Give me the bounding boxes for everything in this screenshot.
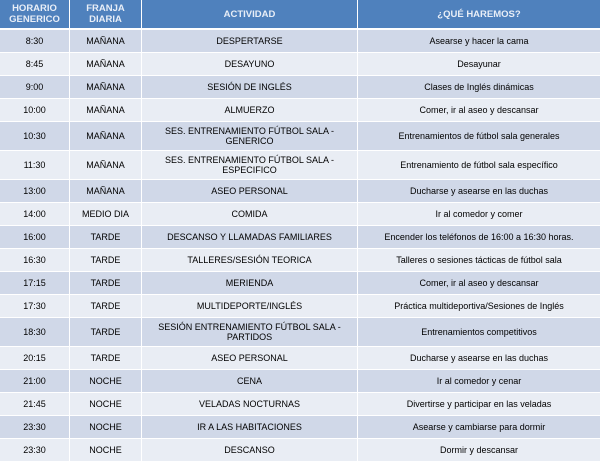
table-row [0,30,600,53]
table-row [0,76,600,99]
header-actividad: ACTIVIDAD [142,0,358,30]
table-row [0,393,600,416]
cell-actividad: ASEO PERSONAL [142,180,358,203]
table-row [0,180,600,203]
cell-time: 20:15 [0,347,70,370]
table-row [0,318,600,347]
table-row [0,370,600,393]
cell-franja: MAÑANA [70,151,142,180]
table-row [0,226,600,249]
cell-actividad: DESAYUNO [142,53,358,76]
cell-time: 13:00 [0,180,70,203]
cell-actividad: DESPERTARSE [142,30,358,53]
cell-actividad: COMIDA [142,203,358,226]
cell-actividad: DESCANSO Y LLAMADAS FAMILIARES [142,226,358,249]
cell-que: Ir al comedor y comer [358,203,600,226]
cell-que: Entrenamientos competitivos [358,318,600,347]
cell-time: 21:45 [0,393,70,416]
cell-que: Entrenamientos de fútbol sala generales [358,122,600,151]
cell-que: Dormir y descansar [358,439,600,462]
table-row [0,272,600,295]
cell-time: 16:00 [0,226,70,249]
cell-time: 16:30 [0,249,70,272]
cell-time: 23:30 [0,439,70,462]
cell-franja: MAÑANA [70,122,142,151]
cell-franja: TARDE [70,347,142,370]
cell-actividad: MULTIDEPORTE/INGLÉS [142,295,358,318]
cell-franja: TARDE [70,318,142,347]
cell-actividad: IR A LAS HABITACIONES [142,416,358,439]
cell-franja: MAÑANA [70,76,142,99]
cell-time: 23:30 [0,416,70,439]
table-header [0,0,600,30]
cell-time: 18:30 [0,318,70,347]
cell-franja: MAÑANA [70,53,142,76]
table-row [0,53,600,76]
cell-franja: NOCHE [70,393,142,416]
cell-actividad: SESIÓN DE INGLÉS [142,76,358,99]
table-row [0,249,600,272]
cell-actividad: MERIENDA [142,272,358,295]
cell-que: Divertirse y participar en las veladas [358,393,600,416]
cell-actividad: CENA [142,370,358,393]
header-franja: FRANJA DIARIA [70,0,142,30]
cell-time: 21:00 [0,370,70,393]
cell-actividad: SES. ENTRENAMIENTO FÚTBOL SALA - GENERICO [142,122,358,151]
table-row [0,99,600,122]
table-row [0,416,600,439]
cell-time: 8:45 [0,53,70,76]
table-body [0,30,600,462]
cell-que: Ir al comedor y cenar [358,370,600,393]
cell-que: Encender los teléfonos de 16:00 a 16:30 horas. [358,226,600,249]
cell-time: 11:30 [0,151,70,180]
header-horario: HORARIO GENERICO [0,0,70,30]
cell-actividad: SESIÓN ENTRENAMIENTO FÚTBOL SALA - PARTIDOS [142,318,358,347]
cell-time: 9:00 [0,76,70,99]
table-row [0,151,600,180]
cell-actividad: TALLERES/SESIÓN TEORICA [142,249,358,272]
cell-que: Práctica multideportiva/Sesiones de Inglés [358,295,600,318]
cell-actividad: VELADAS NOCTURNAS [142,393,358,416]
cell-franja: NOCHE [70,416,142,439]
cell-que: Comer, ir al aseo y descansar [358,99,600,122]
cell-que: Comer, ir al aseo y descansar [358,272,600,295]
table-row [0,203,600,226]
cell-que: Ducharse y asearse en las duchas [358,180,600,203]
table-row [0,439,600,462]
cell-actividad: DESCANSO [142,439,358,462]
cell-time: 17:15 [0,272,70,295]
cell-franja: NOCHE [70,370,142,393]
cell-franja: MEDIO DIA [70,203,142,226]
cell-franja: TARDE [70,272,142,295]
cell-time: 17:30 [0,295,70,318]
cell-que: Clases de Inglés dinámicas [358,76,600,99]
cell-franja: MAÑANA [70,30,142,53]
cell-time: 14:00 [0,203,70,226]
cell-time: 10:30 [0,122,70,151]
cell-franja: TARDE [70,295,142,318]
cell-actividad: ASEO PERSONAL [142,347,358,370]
cell-actividad: ALMUERZO [142,99,358,122]
cell-franja: TARDE [70,249,142,272]
cell-franja: MAÑANA [70,180,142,203]
cell-franja: MAÑANA [70,99,142,122]
cell-que: Asearse y hacer la cama [358,30,600,53]
cell-franja: TARDE [70,226,142,249]
cell-que: Asearse y cambiarse para dormir [358,416,600,439]
cell-time: 8:30 [0,30,70,53]
header-que-haremos: ¿QUÉ HAREMOS? [358,0,600,30]
table-row [0,295,600,318]
cell-que: Talleres o sesiones tácticas de fútbol sala [358,249,600,272]
cell-time: 10:00 [0,99,70,122]
cell-que: Ducharse y asearse en las duchas [358,347,600,370]
table-row [0,122,600,151]
cell-actividad: SES. ENTRENAMIENTO FÚTBOL SALA - ESPECIFICO [142,151,358,180]
cell-franja: NOCHE [70,439,142,462]
cell-que: Entrenamiento de fútbol sala específico [358,151,600,180]
cell-que: Desayunar [358,53,600,76]
table-row [0,347,600,370]
